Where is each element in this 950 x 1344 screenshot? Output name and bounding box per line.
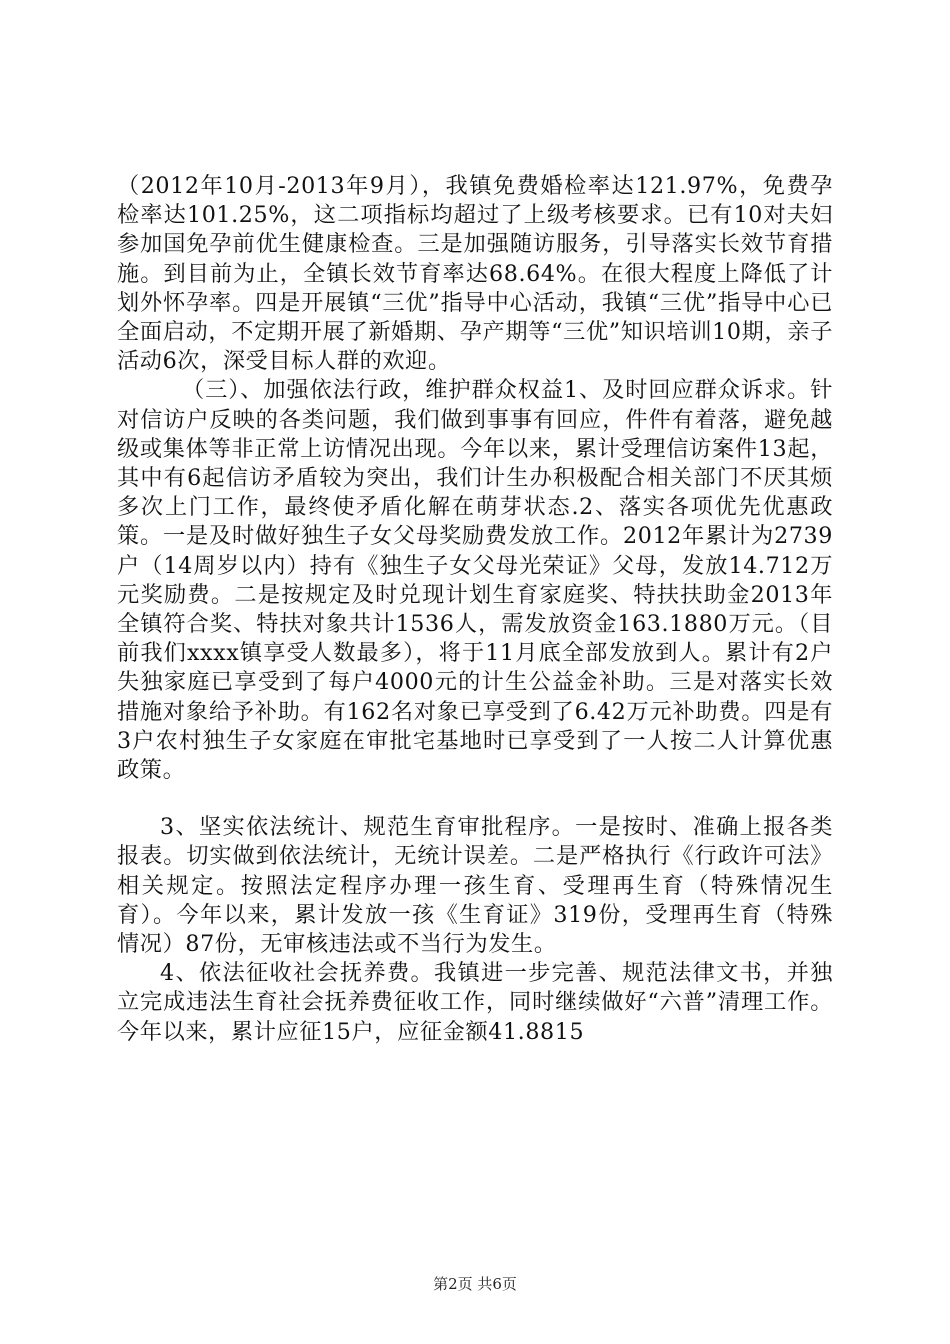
paragraph-spacer [117,785,833,813]
paragraph-statistics: 3、坚实依法统计、规范生育审批程序。一是按时、准确上报各类报表。切实做到依法统计，无统计误差。二是严格执行《行政许可法》相关规定。按照法定程序办理一孩生育、受理再生育（特殊情况生育）。今年以来，累计发放一孩《生育证》319份，受理再生育（特殊情况）87份，无审核违法或不当行为发生。 [117,814,833,958]
document-body [117,172,833,1047]
page-footer: 第2页 共6页 [433,1275,517,1293]
paragraph-health-checks: （2012年10月-2013年9月），我镇免费婚检率达121.97%，免费孕检率达101.25%，这二项指标均超过了上级考核要求。已有10对夫妇参加国免孕前优生健康检查。三是加强随访服务，引导落实长效节育措施。到目前为止，全镇长效节育率达68.64%。在很大程度上降低了计划外怀孕率。四是开展镇“三优”指导中心活动，我镇“三优”指导中心已全面启动，不定期开展了新婚期、孕产期等“三优”知识培训10期，亲子活动6次，深受目标人群的欢迎。 [117,173,833,375]
paragraph-fees: 4、依法征收社会抚养费。我镇进一步完善、规范法律文书，并独立完成违法生育社会抚养费征收工作，同时继续做好“六普”清理工作。今年以来，累计应征15户，应征金额41.8815 [117,960,833,1045]
paragraph-administration: （三）、加强依法行政，维护群众权益1、及时回应群众诉求。针对信访户反映的各类问题，我们做到事事有回应，件件有着落，避免越级或集体等非正常上访情况出现。今年以来，累计受理信访案件13起，其中有6起信访矛盾较为突出，我们计生办积极配合相关部门不厌其烦多次上门工作，最终使矛盾化解在萌芽状态.2、落实各项优先优惠政策。一是及时做好独生子女父母奖励费发放工作。2012年累计为2739户（14周岁以内）持有《独生子女父母光荣证》父母，发放14.712万元奖励费。二是按规定及时兑现计划生育家庭奖、特扶扶助金2013年全镇符合奖、特扶对象共计1536人，需发放资金163.1880万元。（目前我们xxxx镇享受人数最多），将于11月底全部发放到人。累计有2户失独家庭已享受到了每户4000元的计生公益金补助。三是对落实长效措施对象给予补助。有162名对象已享受到了6.42万元补助费。四是有3户农村独生子女家庭在审批宅基地时已享受到了一人按二人计算优惠政策。 [117,377,833,784]
